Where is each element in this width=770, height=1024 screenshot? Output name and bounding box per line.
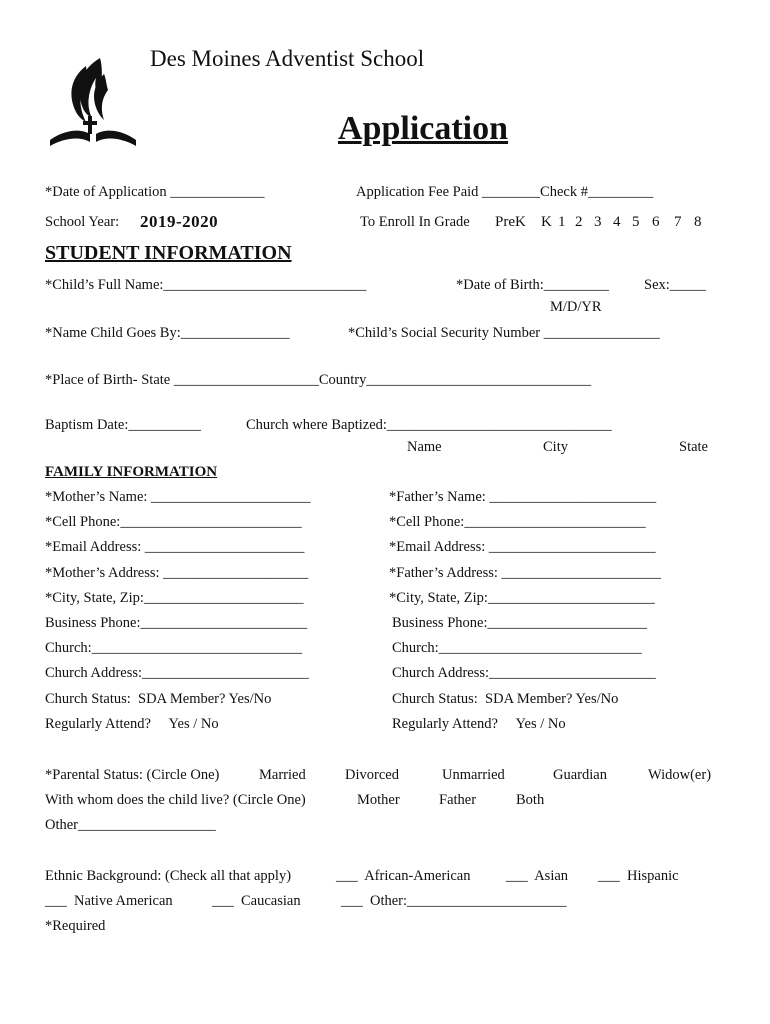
lives-with-option[interactable]: Both [516,792,545,808]
school-name: Des Moines Adventist School [150,46,425,71]
page-title: Application [338,110,509,147]
school-year-value: 2019-2020 [140,212,219,231]
dob-format-hint: M/D/YR [550,299,602,315]
place-of-birth-field[interactable]: *Place of Birth- State ____________________Country_______________________________ [45,372,592,388]
parental-status-label: *Parental Status: (Circle One) [45,767,220,783]
mother-email-field[interactable]: *Email Address: ______________________ [45,539,305,555]
father-cell-phone-field[interactable]: *Cell Phone:_________________________ [389,514,646,530]
baptized-name-hint: Name [407,439,442,455]
grade-option[interactable]: 5 [632,214,640,230]
mother-regularly-attend-field[interactable]: Regularly Attend? Yes / No [45,716,219,732]
ethnic-option[interactable]: ___ Asian [506,868,569,884]
grade-option[interactable]: PreK [495,214,526,230]
school-year-label: School Year: [45,214,120,230]
lives-with-option[interactable]: Father [439,792,477,808]
parental-option[interactable]: Guardian [553,767,607,783]
sex-field[interactable]: Sex:_____ [644,277,707,293]
father-email-field[interactable]: *Email Address: _______________________ [389,539,656,555]
grade-option[interactable]: 6 [652,214,660,230]
father-regularly-attend-field[interactable]: Regularly Attend? Yes / No [392,716,566,732]
mother-church-address-field[interactable]: Church Address:_______________________ [45,665,309,681]
grade-option[interactable]: 8 [694,214,702,230]
ethnic-option[interactable]: ___ Native American [45,893,173,909]
lives-with-label: With whom does the child live? (Circle One) [45,792,306,808]
grade-option[interactable]: 7 [674,214,682,230]
grade-option[interactable]: 2 [575,214,583,230]
grade-option[interactable]: K [541,214,552,230]
grade-option[interactable]: 4 [613,214,621,230]
baptized-state-hint: State [679,439,708,455]
grade-option[interactable]: 1 [558,214,566,230]
father-church-status-field[interactable]: Church Status: SDA Member? Yes/No [392,691,619,707]
mother-business-phone-field[interactable]: Business Phone:_______________________ [45,615,308,631]
ethnic-background-label: Ethnic Background: (Check all that apply) [45,868,292,884]
parental-option[interactable]: Widow(er) [648,767,712,783]
required-note: *Required [45,918,106,934]
parental-option[interactable]: Unmarried [442,767,505,783]
mother-cell-phone-field[interactable]: *Cell Phone:_________________________ [45,514,302,530]
child-full-name-field[interactable]: *Child’s Full Name:____________________________ [45,277,367,293]
lives-with-option[interactable]: Mother [357,792,400,808]
lives-with-other-field[interactable]: Other___________________ [45,817,216,833]
mother-church-field[interactable]: Church:_____________________________ [45,640,302,656]
grade-option[interactable]: 3 [594,214,602,230]
ethnic-option[interactable]: ___ Other:______________________ [341,893,567,909]
father-city-state-zip-field[interactable]: *City, State, Zip:_______________________ [389,590,655,606]
ethnic-option[interactable]: ___ Caucasian [212,893,301,909]
mother-church-status-field[interactable]: Church Status: SDA Member? Yes/No [45,691,272,707]
mother-name-field[interactable]: *Mother’s Name: ______________________ [45,489,311,505]
church-flame-bible-logo-icon [46,56,142,148]
parental-option[interactable]: Divorced [345,767,399,783]
church-baptized-field[interactable]: Church where Baptized:_______________________________ [246,417,612,433]
mother-city-state-zip-field[interactable]: *City, State, Zip:______________________ [45,590,304,606]
baptism-date-field[interactable]: Baptism Date:__________ [45,417,201,433]
parental-option[interactable]: Married [259,767,306,783]
student-information-heading: STUDENT INFORMATION [45,242,292,264]
father-address-field[interactable]: *Father’s Address: ______________________ [389,565,662,581]
mother-address-field[interactable]: *Mother’s Address: ____________________ [45,565,309,581]
ssn-field[interactable]: *Child’s Social Security Number ________________ [348,325,660,341]
baptized-city-hint: City [543,439,568,455]
family-information-heading: FAMILY INFORMATION [45,464,218,480]
date-of-birth-field[interactable]: *Date of Birth:_________ [456,277,610,293]
ethnic-option[interactable]: ___ Hispanic [598,868,679,884]
father-business-phone-field[interactable]: Business Phone:______________________ [392,615,647,631]
date-of-application-field[interactable]: *Date of Application _____________ [45,184,265,200]
father-church-address-field[interactable]: Church Address:_______________________ [392,665,656,681]
name-goes-by-field[interactable]: *Name Child Goes By:_______________ [45,325,290,341]
enroll-grade-label: To Enroll In Grade [360,214,470,230]
father-church-field[interactable]: Church:____________________________ [392,640,642,656]
fee-paid-field[interactable]: Application Fee Paid ________Check #_________ [356,184,654,200]
father-name-field[interactable]: *Father’s Name: _______________________ [389,489,657,505]
ethnic-option[interactable]: ___ African-American [336,868,471,884]
